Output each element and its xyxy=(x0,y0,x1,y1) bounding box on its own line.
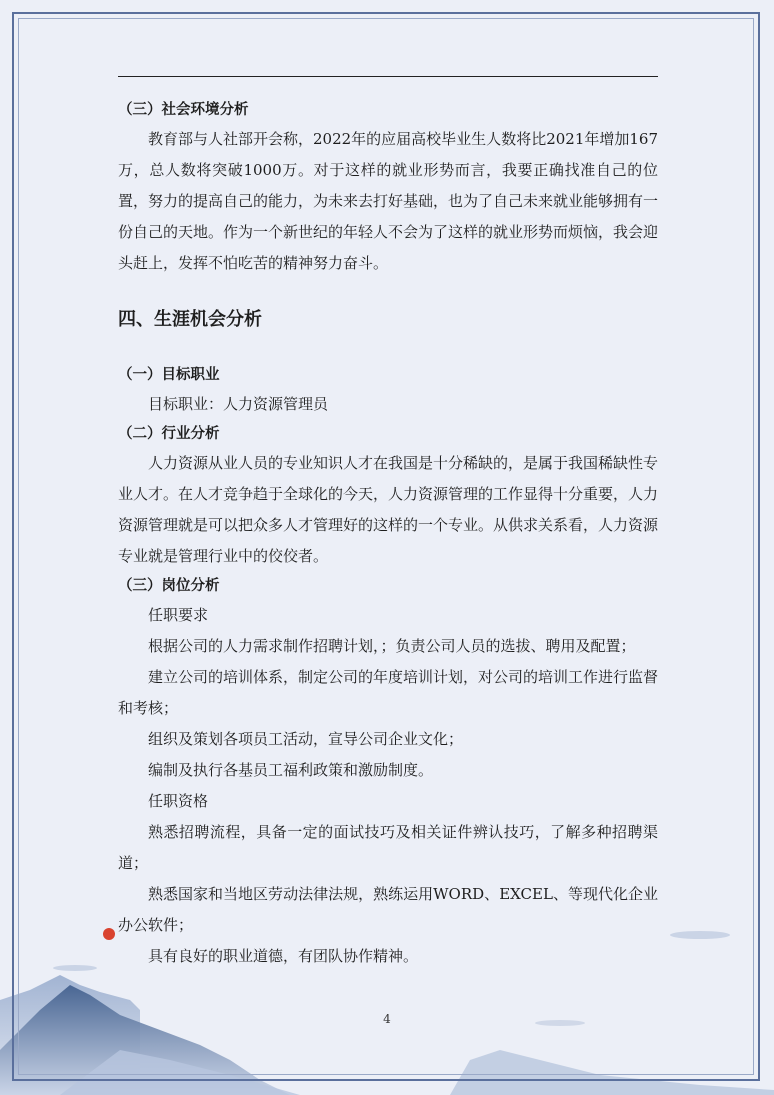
qualification-item: 熟悉招聘流程，具备一定的面试技巧及相关证件辨认技巧，了解多种招聘渠道； xyxy=(118,823,658,872)
social-paragraph: 教育部与人社部开会称，2022年的应届高校毕业生人数将比2021年增加167万，总人数将突破1000万。对于这样的就业形势而言，我要正确找准自己的位置，努力的提高自己的能力，为未来去打好基础，也为了自己未来就业能够拥有一份自己的天地。作为一个新世纪的年轻人不会为了这样的就业形势而烦恼，我会迎头赶上，发挥不怕吃苦的精神努力奋斗。 xyxy=(118,130,659,272)
chapter-heading: 四、生涯机会分析 xyxy=(118,309,262,330)
document-body xyxy=(118,96,658,972)
target-line: 目标职业：人力资源管理员 xyxy=(148,395,329,413)
qualification-item: 熟悉国家和当地区劳动法律法规，熟练运用WORD、EXCEL、等现代化企业办公软件； xyxy=(118,885,658,934)
requirement-item: 建立公司的培训体系，制定公司的年度培训计划，对公司的培训工作进行监督和考核； xyxy=(118,668,659,717)
page-number: 4 xyxy=(383,1012,391,1026)
requirement-item: 组织及策划各项员工活动，宣导公司企业文化； xyxy=(148,730,464,748)
requirement-item: 根据公司的人力需求制作招聘计划，；负责公司人员的选拔、聘用及配置； xyxy=(148,637,636,655)
industry-paragraph: 人力资源从业人员的专业知识人才在我国是十分稀缺的，是属于我国稀缺性专业人才。在人才竞争趋于全球化的今天，人力资源管理的工作显得十分重要，人力资源管理就是可以把众多人才管理好的这样的一个专业。从供求关系看，人力资源专业就是管理行业中的佼佼者。 xyxy=(118,454,659,565)
header-rule xyxy=(118,76,658,77)
social-heading: （三）社会环境分析 xyxy=(118,102,249,118)
qualification-item: 具有良好的职业道德，有团队协作精神。 xyxy=(148,947,419,965)
qualifications-label: 任职资格 xyxy=(148,792,209,810)
position-heading: （三）岗位分析 xyxy=(118,578,220,594)
industry-heading: （二）行业分析 xyxy=(118,426,220,442)
requirement-item: 编制及执行各基员工福利政策和激励制度。 xyxy=(148,761,434,779)
requirements-label: 任职要求 xyxy=(148,606,209,624)
target-heading: （一）目标职业 xyxy=(118,367,220,383)
